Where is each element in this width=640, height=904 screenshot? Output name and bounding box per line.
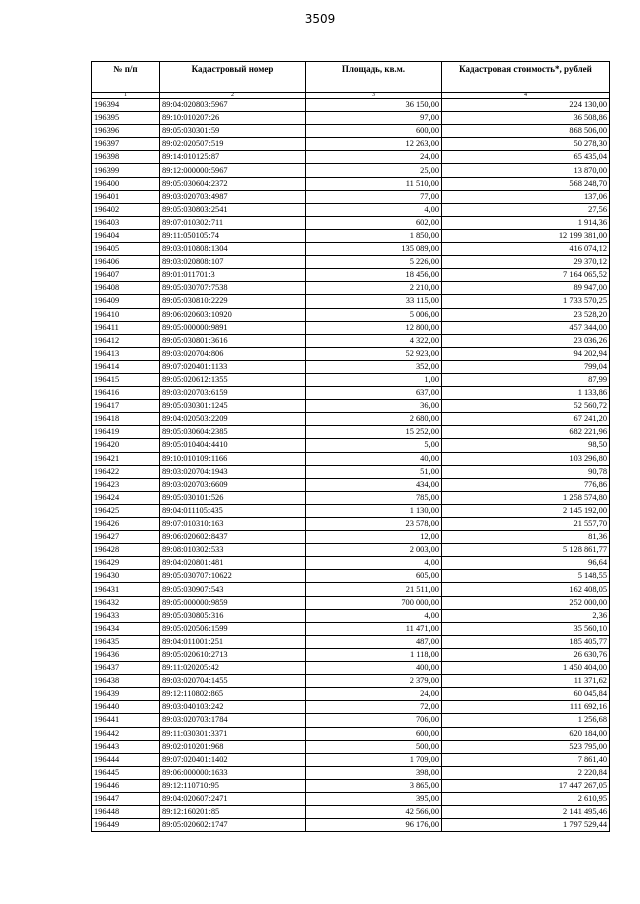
row-number-cell: 196400 [92,177,160,190]
cadastral-number-cell: 89:04:011105:435 [160,504,306,517]
value-cell: 1 733 570,25 [442,295,610,308]
table-row [92,400,610,413]
cadastral-number-cell: 89:07:010302:711 [160,216,306,229]
table-row [92,806,610,819]
row-number-cell: 196431 [92,583,160,596]
cadastral-number-cell: 89:01:011701:3 [160,269,306,282]
area-cell: 2 210,00 [306,282,442,295]
column-number: 2 [160,93,306,99]
area-cell: 1 709,00 [306,753,442,766]
table-row [92,570,610,583]
area-cell: 395,00 [306,792,442,805]
row-number-cell: 196405 [92,243,160,256]
cadastral-number-cell: 89:11:050105:74 [160,229,306,242]
table-row [92,688,610,701]
table-row [92,675,610,688]
value-cell: 90,78 [442,465,610,478]
area-cell: 4,00 [306,557,442,570]
table-row [92,282,610,295]
row-number-cell: 196438 [92,675,160,688]
row-number-cell: 196445 [92,766,160,779]
row-number-cell: 196429 [92,557,160,570]
page-number: 3509 [304,12,336,26]
cadastral-number-cell: 89:05:030604:2372 [160,177,306,190]
area-cell: 96 176,00 [306,819,442,832]
cadastral-number-cell: 89:05:030707:7538 [160,282,306,295]
row-number-cell: 196440 [92,701,160,714]
row-number-cell: 196403 [92,216,160,229]
area-cell: 500,00 [306,740,442,753]
cadastral-number-cell: 89:03:020703:6159 [160,387,306,400]
table-row [92,701,610,714]
row-number-cell: 196397 [92,138,160,151]
table-row [92,229,610,242]
value-cell: 5 128 861,77 [442,544,610,557]
table-row [92,635,610,648]
area-cell: 36,00 [306,400,442,413]
value-cell: 252 000,00 [442,596,610,609]
area-cell: 135 089,00 [306,243,442,256]
area-cell: 1 118,00 [306,648,442,661]
table-row [92,373,610,386]
value-cell: 60 045,84 [442,688,610,701]
cadastral-number-cell: 89:07:010310:163 [160,518,306,531]
table-row [92,151,610,164]
cadastral-number-cell: 89:05:020612:1355 [160,373,306,386]
value-cell: 111 692,16 [442,701,610,714]
value-cell: 103 296,80 [442,452,610,465]
value-cell: 96,64 [442,557,610,570]
cadastral-number-cell: 89:03:020703:4987 [160,190,306,203]
value-cell: 35 560,10 [442,622,610,635]
row-number-cell: 196418 [92,413,160,426]
header-row [92,62,610,93]
area-cell: 1 850,00 [306,229,442,242]
row-number-cell: 196434 [92,622,160,635]
table-row [92,714,610,727]
table-row [92,648,610,661]
row-number-cell: 196449 [92,819,160,832]
area-cell: 600,00 [306,125,442,138]
cadastral-number-cell: 89:03:020704:1943 [160,465,306,478]
area-cell: 1 130,00 [306,504,442,517]
table-row [92,727,610,740]
table-row [92,753,610,766]
table-row [92,544,610,557]
row-number-cell: 196413 [92,347,160,360]
row-number-cell: 196420 [92,439,160,452]
area-cell: 785,00 [306,491,442,504]
cadastral-number-cell: 89:11:030301:3371 [160,727,306,740]
area-cell: 97,00 [306,112,442,125]
value-cell: 2 220,84 [442,766,610,779]
table-row [92,256,610,269]
area-cell: 51,00 [306,465,442,478]
cadastral-number-cell: 89:04:011001:251 [160,635,306,648]
table-row [92,99,610,112]
table-row [92,243,610,256]
table-row [92,452,610,465]
cadastral-number-cell: 89:04:020803:5967 [160,99,306,112]
cadastral-number-cell: 89:02:020507:519 [160,138,306,151]
value-cell: 50 278,30 [442,138,610,151]
row-number-cell: 196436 [92,648,160,661]
cadastral-number-cell: 89:07:020401:1133 [160,360,306,373]
table-row [92,478,610,491]
row-number-cell: 196407 [92,269,160,282]
value-cell: 682 221,96 [442,426,610,439]
value-cell: 81,36 [442,531,610,544]
table-row [92,216,610,229]
table-row [92,766,610,779]
value-cell: 98,50 [442,439,610,452]
row-number-cell: 196444 [92,753,160,766]
row-number-cell: 196439 [92,688,160,701]
area-cell: 21 511,00 [306,583,442,596]
cadastral-number-cell: 89:05:030301:1245 [160,400,306,413]
row-number-cell: 196430 [92,570,160,583]
value-cell: 224 130,00 [442,99,610,112]
cadastral-number-cell: 89:05:020506:1599 [160,622,306,635]
table-row [92,740,610,753]
cadastral-number-cell: 89:05:000000:9859 [160,596,306,609]
table-row [92,491,610,504]
area-cell: 5 226,00 [306,256,442,269]
value-cell: 67 241,20 [442,413,610,426]
cadastral-number-cell: 89:06:020603:10920 [160,308,306,321]
table-row [92,504,610,517]
row-number-cell: 196398 [92,151,160,164]
value-cell: 620 184,00 [442,727,610,740]
header-cadastral-value: Кадастровая стоимость*, рублей [442,62,610,93]
row-number-cell: 196425 [92,504,160,517]
cadastral-number-cell: 89:05:010404:4410 [160,439,306,452]
value-cell: 21 557,70 [442,518,610,531]
area-cell: 706,00 [306,714,442,727]
value-cell: 162 408,05 [442,583,610,596]
row-number-cell: 196433 [92,609,160,622]
row-number-cell: 196394 [92,99,160,112]
area-cell: 2 379,00 [306,675,442,688]
value-cell: 65 435,04 [442,151,610,164]
area-cell: 40,00 [306,452,442,465]
cadastral-number-cell: 89:10:010207:26 [160,112,306,125]
value-cell: 2 141 495,46 [442,806,610,819]
row-number-cell: 196408 [92,282,160,295]
value-cell: 94 202,94 [442,347,610,360]
cadastral-number-cell: 89:04:020801:481 [160,557,306,570]
cadastral-number-cell: 89:02:010201:968 [160,740,306,753]
area-cell: 5,00 [306,439,442,452]
value-cell: 2,36 [442,609,610,622]
cadastral-number-cell: 89:05:030604:2385 [160,426,306,439]
area-cell: 11 471,00 [306,622,442,635]
row-number-cell: 196409 [92,295,160,308]
cadastral-number-cell: 89:12:110802:865 [160,688,306,701]
value-cell: 1 133,86 [442,387,610,400]
row-number-cell: 196414 [92,360,160,373]
value-cell: 7 861,40 [442,753,610,766]
value-cell: 36 508,86 [442,112,610,125]
area-cell: 15 252,00 [306,426,442,439]
value-cell: 11 371,62 [442,675,610,688]
row-number-cell: 196406 [92,256,160,269]
area-cell: 400,00 [306,662,442,675]
table-row [92,518,610,531]
cadastral-number-cell: 89:03:020808:107 [160,256,306,269]
value-cell: 23 036,26 [442,334,610,347]
cadastral-number-cell: 89:03:020703:1784 [160,714,306,727]
area-cell: 605,00 [306,570,442,583]
table-row [92,112,610,125]
area-cell: 2 680,00 [306,413,442,426]
value-cell: 416 074,12 [442,243,610,256]
cadastral-number-cell: 89:05:030803:2541 [160,203,306,216]
value-cell: 13 870,00 [442,164,610,177]
area-cell: 12 800,00 [306,321,442,334]
row-number-cell: 196442 [92,727,160,740]
row-number-cell: 196402 [92,203,160,216]
cadastral-number-cell: 89:14:010125:87 [160,151,306,164]
table-row [92,321,610,334]
cadastral-number-cell: 89:04:020607:2471 [160,792,306,805]
table-row [92,779,610,792]
cadastral-number-cell: 89:07:020401:1402 [160,753,306,766]
row-number-cell: 196421 [92,452,160,465]
table-row [92,190,610,203]
value-cell: 1 258 574,80 [442,491,610,504]
row-number-cell: 196415 [92,373,160,386]
area-cell: 77,00 [306,190,442,203]
row-number-cell: 196410 [92,308,160,321]
cadastral-number-cell: 89:03:020703:6609 [160,478,306,491]
value-cell: 89 947,00 [442,282,610,295]
row-number-cell: 196428 [92,544,160,557]
table-row [92,819,610,832]
column-number: 1 [92,93,160,99]
header-cadastral-number: Кадастровый номер [160,62,306,93]
area-cell: 33 115,00 [306,295,442,308]
row-number-cell: 196447 [92,792,160,805]
cadastral-number-cell: 89:03:020704:1455 [160,675,306,688]
table-row [92,792,610,805]
table-row [92,465,610,478]
table-row [92,269,610,282]
value-cell: 568 248,70 [442,177,610,190]
row-number-cell: 196423 [92,478,160,491]
cadastral-number-cell: 89:12:160201:85 [160,806,306,819]
value-cell: 523 795,00 [442,740,610,753]
value-cell: 185 405,77 [442,635,610,648]
area-cell: 24,00 [306,688,442,701]
cadastral-number-cell: 89:06:020602:8437 [160,531,306,544]
area-cell: 18 456,00 [306,269,442,282]
row-number-cell: 196437 [92,662,160,675]
cadastral-number-cell: 89:05:030101:526 [160,491,306,504]
value-cell: 17 447 267,05 [442,779,610,792]
area-cell: 1,00 [306,373,442,386]
cadastral-number-cell: 89:05:030805:316 [160,609,306,622]
table-row [92,308,610,321]
cadastral-number-cell: 89:05:020610:2713 [160,648,306,661]
table-row [92,203,610,216]
value-cell: 7 164 065,52 [442,269,610,282]
header-number: № п/п [92,62,160,93]
area-cell: 637,00 [306,387,442,400]
area-cell: 398,00 [306,766,442,779]
cadastral-number-cell: 89:11:020205:42 [160,662,306,675]
value-cell: 1 450 404,00 [442,662,610,675]
area-cell: 434,00 [306,478,442,491]
cadastral-number-cell: 89:05:030810:2229 [160,295,306,308]
area-cell: 11 510,00 [306,177,442,190]
row-number-cell: 196422 [92,465,160,478]
area-cell: 12 263,00 [306,138,442,151]
area-cell: 700 000,00 [306,596,442,609]
cadastral-number-cell: 89:12:110710:95 [160,779,306,792]
row-number-cell: 196424 [92,491,160,504]
cadastral-number-cell: 89:08:010302:533 [160,544,306,557]
value-cell: 457 344,00 [442,321,610,334]
row-number-cell: 196448 [92,806,160,819]
value-cell: 26 630,76 [442,648,610,661]
cadastral-number-cell: 89:03:040103:242 [160,701,306,714]
table-row [92,295,610,308]
row-number-cell: 196399 [92,164,160,177]
cadastral-table [91,61,610,832]
value-cell: 23 528,20 [442,308,610,321]
area-cell: 487,00 [306,635,442,648]
value-cell: 12 199 381,00 [442,229,610,242]
area-cell: 602,00 [306,216,442,229]
row-number-cell: 196401 [92,190,160,203]
table-row [92,596,610,609]
table-row [92,125,610,138]
table-row [92,662,610,675]
area-cell: 24,00 [306,151,442,164]
area-cell: 23 578,00 [306,518,442,531]
table-row [92,177,610,190]
row-number-cell: 196435 [92,635,160,648]
row-number-cell: 196395 [92,112,160,125]
row-number-cell: 196396 [92,125,160,138]
area-cell: 25,00 [306,164,442,177]
area-cell: 52 923,00 [306,347,442,360]
table-body [92,99,610,832]
table-row [92,426,610,439]
area-cell: 4,00 [306,203,442,216]
row-number-cell: 196446 [92,779,160,792]
area-cell: 5 006,00 [306,308,442,321]
value-cell: 2 610,95 [442,792,610,805]
cadastral-number-cell: 89:05:030301:59 [160,125,306,138]
cadastral-number-cell: 89:06:000000:1633 [160,766,306,779]
cadastral-number-cell: 89:12:000000:5967 [160,164,306,177]
cadastral-number-cell: 89:10:010109:1166 [160,452,306,465]
cadastral-number-cell: 89:05:030707:10622 [160,570,306,583]
value-cell: 1 256,68 [442,714,610,727]
row-number-cell: 196419 [92,426,160,439]
row-number-cell: 196426 [92,518,160,531]
column-number: 3 [306,93,442,99]
value-cell: 52 560,72 [442,400,610,413]
area-cell: 4 322,00 [306,334,442,347]
table-row [92,557,610,570]
value-cell: 1 797 529,44 [442,819,610,832]
row-number-cell: 196412 [92,334,160,347]
value-cell: 27,56 [442,203,610,216]
table-row [92,164,610,177]
row-number-cell: 196441 [92,714,160,727]
value-cell: 2 145 192,00 [442,504,610,517]
area-cell: 3 865,00 [306,779,442,792]
table-row [92,609,610,622]
cadastral-number-cell: 89:05:030801:3616 [160,334,306,347]
row-number-cell: 196443 [92,740,160,753]
row-number-cell: 196404 [92,229,160,242]
value-cell: 868 506,00 [442,125,610,138]
cadastral-number-cell: 89:03:010808:1304 [160,243,306,256]
area-cell: 352,00 [306,360,442,373]
value-cell: 137,06 [442,190,610,203]
row-number-cell: 196432 [92,596,160,609]
cadastral-number-cell: 89:04:020503:2209 [160,413,306,426]
table-row [92,334,610,347]
table-row [92,413,610,426]
row-number-cell: 196427 [92,531,160,544]
area-cell: 600,00 [306,727,442,740]
row-number-cell: 196411 [92,321,160,334]
table-row [92,439,610,452]
value-cell: 799,04 [442,360,610,373]
cadastral-number-cell: 89:05:030907:543 [160,583,306,596]
area-cell: 2 003,00 [306,544,442,557]
value-cell: 1 914,36 [442,216,610,229]
table-row [92,622,610,635]
value-cell: 776,86 [442,478,610,491]
area-cell: 36 150,00 [306,99,442,112]
area-cell: 12,00 [306,531,442,544]
area-cell: 42 566,00 [306,806,442,819]
value-cell: 29 370,12 [442,256,610,269]
header-area: Площадь, кв.м. [306,62,442,93]
table-row [92,531,610,544]
table-row [92,138,610,151]
table-row [92,360,610,373]
value-cell: 87,99 [442,373,610,386]
area-cell: 72,00 [306,701,442,714]
column-number: 4 [442,93,610,99]
row-number-cell: 196417 [92,400,160,413]
cadastral-number-cell: 89:03:020704:806 [160,347,306,360]
cadastral-number-cell: 89:05:020602:1747 [160,819,306,832]
cadastral-number-cell: 89:05:000000:9891 [160,321,306,334]
value-cell: 5 148,55 [442,570,610,583]
table-row [92,347,610,360]
table-row [92,583,610,596]
table-row [92,387,610,400]
row-number-cell: 196416 [92,387,160,400]
area-cell: 4,00 [306,609,442,622]
